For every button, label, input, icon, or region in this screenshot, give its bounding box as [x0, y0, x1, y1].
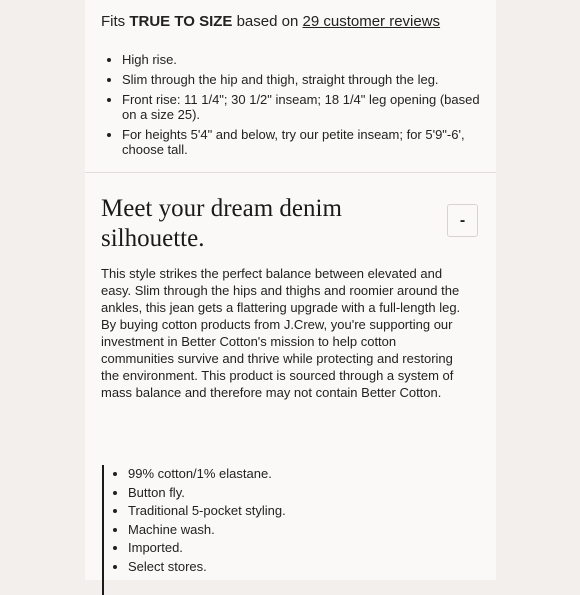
- list-item: • Button fly.: [128, 484, 286, 503]
- section-title: Meet your dream denim silhouette.: [101, 195, 342, 252]
- fit-specs-list: [104, 52, 497, 162]
- list-item: • 99% cotton/1% elastane.: [128, 465, 286, 484]
- list-item: • Front rise: 11 1/4"; 30 1/2" inseam; 18 1/4" leg opening (based on a size 25).: [122, 92, 497, 122]
- product-details-block: [102, 465, 286, 595]
- list-item: • Select stores.: [128, 558, 286, 577]
- collapse-section-button[interactable]: -: [447, 204, 478, 237]
- product-description: This style strikes the perfect balance between elevated and easy. Slim through the hips and thighs and roomier around the ankles, this jean gets a flattering upgrade with a full-length leg. By buying cotton products from J.Crew, you're supporting our investment in Better Cotton's mission to help cotton communities survive and thrive while protecting and restoring the environment. This product is sourced through a system of mass balance and therefore may not contain Better Cotton.: [101, 266, 461, 400]
- fit-rating: TRUE TO SIZE: [129, 13, 233, 30]
- list-item: • Imported.: [128, 539, 286, 558]
- fit-summary: [101, 13, 440, 30]
- list-item: • High rise.: [122, 52, 497, 67]
- fit-prefix: Fits: [101, 13, 126, 30]
- list-item: • For heights 5'4" and below, try our petite inseam; for 5'9"-6', choose tall.: [122, 127, 497, 157]
- section-divider: [85, 172, 496, 173]
- list-item: • Traditional 5-pocket styling.: [128, 502, 286, 521]
- fit-middle: based on: [236, 13, 299, 30]
- list-item: • Slim through the hip and thigh, straight through the leg.: [122, 72, 497, 87]
- customer-reviews-link[interactable]: 29 customer reviews: [302, 13, 441, 30]
- list-item: • Machine wash.: [128, 521, 286, 540]
- product-details-list: [116, 465, 286, 576]
